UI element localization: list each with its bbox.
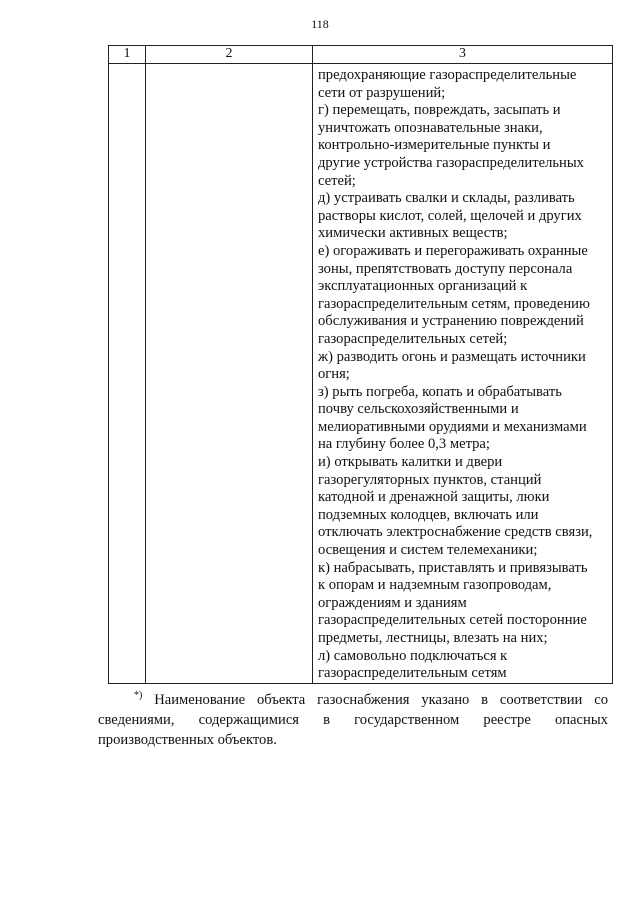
header-col-3: 3 xyxy=(313,46,613,64)
footnote-word: в xyxy=(323,712,331,728)
text-line: катодной и дренажной защиты, люки xyxy=(318,489,550,506)
footnote-line-1-text: Наименование объекта газоснабжения указано в соответствии со xyxy=(154,692,608,708)
table-header-row xyxy=(109,46,613,64)
footnote-word: содержащимися xyxy=(198,712,300,728)
text-line: газораспределительным сетям, проведению xyxy=(318,295,590,312)
text-line: почву сельскохозяйственными и xyxy=(318,401,519,418)
text-line: сети от разрушений; xyxy=(318,84,446,101)
text-line: сетей; xyxy=(318,172,356,189)
text-line: газораспределительных сетей посторонние xyxy=(318,612,587,629)
text-line: химически активных веществ; xyxy=(318,225,508,242)
text-line: отключать электроснабжение средств связи, xyxy=(318,524,593,541)
cell-col-2 xyxy=(146,64,313,684)
table-row xyxy=(109,64,613,684)
text-line: л) самовольно подключаться к xyxy=(318,647,508,664)
footnote-line-3: производственных объектов. xyxy=(98,732,277,748)
cell-col-3 xyxy=(313,64,613,684)
footnote-line-2 xyxy=(98,710,608,730)
footnote-line-1 xyxy=(98,690,608,710)
text-line: контрольно-измерительные пункты и xyxy=(318,137,551,154)
footnote-word: опасных xyxy=(554,712,608,728)
text-line: газораспределительных сетей; xyxy=(318,330,508,347)
header-col-1: 1 xyxy=(109,46,146,64)
text-line: зоны, препятствовать доступу персонала xyxy=(318,260,573,277)
text-line: ограждениям и зданиям xyxy=(318,594,467,611)
text-line: мелиоративными орудиями и механизмами xyxy=(318,418,587,435)
header-col-2: 2 xyxy=(146,46,313,64)
regulation-table xyxy=(108,45,613,684)
footnote-marker: *) xyxy=(134,690,143,701)
text-line: на глубину более 0,3 метра; xyxy=(318,436,490,453)
text-line: к опорам и надземным газопроводам, xyxy=(318,577,552,594)
text-line: предохраняющие газораспределительные xyxy=(318,67,577,83)
text-line: подземных колодцев, включать или xyxy=(318,506,539,523)
text-line: к) набрасывать, приставлять и привязывать xyxy=(318,559,588,576)
prohibitions-text xyxy=(313,64,612,683)
footnote xyxy=(98,690,608,750)
text-line: уничтожать опознавательные знаки, xyxy=(318,119,543,136)
text-line: е) огораживать и перегораживать охранные xyxy=(318,242,588,259)
footnote-word: сведениями, xyxy=(98,712,175,728)
text-line: растворы кислот, солей, щелочей и других xyxy=(318,207,582,224)
text-line: освещения и систем телемеханики; xyxy=(318,542,538,559)
text-line: з) рыть погреба, копать и обрабатывать xyxy=(318,383,562,400)
page-number: 118 xyxy=(311,17,329,31)
text-line: эксплуатационных организаций к xyxy=(318,278,528,295)
text-line: и) открывать калитки и двери xyxy=(318,454,503,471)
footnote-word: государственном xyxy=(354,712,460,728)
cell-col-1 xyxy=(109,64,146,684)
text-line: д) устраивать свалки и склады, разливать xyxy=(318,190,575,207)
text-line: газораспределительным сетям xyxy=(318,665,507,682)
text-line: огня; xyxy=(318,366,350,383)
text-line: г) перемещать, повреждать, засыпать и xyxy=(318,102,561,119)
text-line: предметы, лестницы, влезать на них; xyxy=(318,630,548,646)
text-line: газорегуляторных пунктов, станций xyxy=(318,471,542,488)
footnote-word: реестре xyxy=(483,712,531,728)
text-line: другие устройства газораспределительных xyxy=(318,154,584,171)
text-line: ж) разводить огонь и размещать источники xyxy=(318,348,586,365)
text-line: обслуживания и устранению повреждений xyxy=(318,313,584,330)
